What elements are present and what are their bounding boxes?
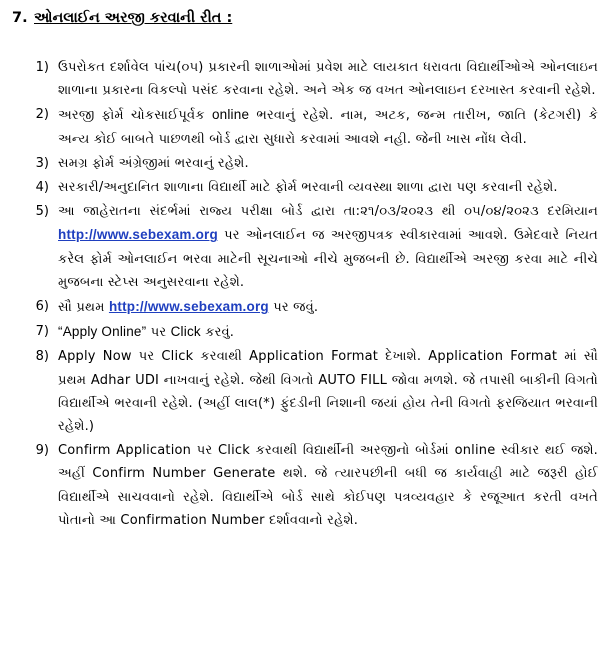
item-number: 1)	[35, 60, 49, 75]
item-text: Apply Now પર Click કરવાથી Application Format દેખાશે. Application Format માં સૌ પ્રથમ Adhar UDI નાખવાનું રહેશે. જેથી વિગતો AUTO FILL જોવા મળશે. જે તપાસી બાકીની વિગતો વિદ્યાર્થીએ ભરવાની રહેશે. (અહીં લાલ(*) ફુંદડીની નિશાની જયાં હોય તેની વિગતો ફરજિયાત ભરવાની રહેશે.)	[58, 349, 598, 435]
list-item-6	[12, 295, 598, 319]
item-number: 6)	[35, 299, 49, 315]
item-number: 7)	[35, 324, 49, 340]
list-item-1	[12, 56, 598, 102]
item-number: 9)	[35, 443, 49, 459]
item-text	[58, 295, 598, 319]
item-text-post: ભરવાનું રહેશે. નામ, અટક, જન્મ તારીખ, જાતિ (કેટગરી) કે અન્ય કોઈ બાબતે પાછળથી બોર્ડ દ્વારા સુધારો કરવામાં આવશે નહી. જેની ખાસ નોંધ લેવી.	[58, 108, 599, 147]
item-text-pre: અરજી ફોર્મ ચોકસાઈપૂર્વક	[58, 108, 205, 124]
item-number: 8)	[35, 349, 49, 365]
section-number: 7.	[12, 10, 28, 26]
item-text: ઉપરોકત દર્શાવેલ પાંચ(૦૫) પ્રકારની શાળાઓમાં પ્રવેશ માટે લાયકાત ધરાવતા વિદ્યાર્થીઓએ ઓનલાઇન શાળાના પ્રકારના વિકલ્પો પસંદ કરવાના રહેશે. અને એક જ વખત ઓનલાઇન દરખાસ્ત કરવાની રહેશે.	[58, 60, 598, 99]
item-text-post: પર જવું.	[273, 300, 319, 316]
item-text: Confirm Application પર Click કરવાથી વિદ્યાર્થીની અરજીનો બોર્ડમાં online સ્વીકાર થઈ જશે. અહીં Confirm Number Generate થશે. જે ત્યારપછીની બધી જ કાર્યવાહી માટે જરૂરી હોઈ વિદ્યાર્થીએ સાચવવાનો રહેશે. વિદ્યાર્થીએ બોર્ડ સાથે કોઈપણ પત્રવ્યવહાર કે રજૂઆત કરતી વખતે પોતાનો આ Confirmation Number દર્શાવવાનો રહેશે.	[58, 443, 598, 528]
item-text-apply-online: “Apply Online”	[58, 324, 147, 340]
item-text-mid: પર	[150, 325, 167, 341]
list-item-4	[12, 176, 598, 199]
section-heading	[12, 10, 598, 26]
instructions-list	[12, 56, 598, 532]
section-title: ઓનલાઈન અરજી કરવાની રીત :	[34, 10, 233, 26]
item-text	[58, 320, 598, 344]
item-text-online: online	[211, 107, 250, 123]
item-text-post: કરવું.	[205, 325, 235, 341]
list-item-8	[12, 345, 598, 438]
list-item-5	[12, 200, 598, 294]
item-number: 2)	[35, 107, 49, 123]
item-number: 5)	[35, 204, 49, 220]
item-text	[58, 200, 598, 294]
item-text: સમગ્ર ફોર્મ અંગ્રેજીમાં ભરવાનું રહેશે.	[58, 155, 249, 171]
item-number: 3)	[35, 155, 49, 171]
item-text	[58, 103, 598, 150]
item-text-click: Click	[170, 324, 201, 340]
item-text-post: પર ઓનલાઈન જ અરજીપત્રક સ્વીકારવામાં આવશે. ઉમેદવારે નિયત કરેલ ફોર્મ ઓનલાઈન ભરવા માટેની સૂચનાઓ નીચે મુજબની છે. વિદ્યાર્થીએ અરજી કરવા માટે નીચે મુજબના સ્ટેપ્સ અનુસરવાના રહેશે.	[58, 228, 598, 290]
item-text-pre: સૌ પ્રથમ	[58, 300, 105, 316]
sebexam-link[interactable]: http://www.sebexam.org	[108, 299, 269, 315]
list-item-2	[12, 103, 598, 150]
list-item-7	[12, 320, 598, 344]
item-text-pre: આ જાહેરાતના સંદર્ભમાં રાજ્ય પરીક્ષા બોર્ડ દ્વારા તા:૨૧/૦૩/૨૦૨૩ થી ૦૫/૦૪/૨૦૨૩ દરમિયાન	[58, 204, 598, 220]
list-item-9	[12, 439, 598, 532]
list-item-3	[12, 152, 598, 175]
item-text: સરકારી/અનુદાનિત શાળાના વિદ્યાર્થી માટે ફોર્મ ભરવાની વ્યવસ્થા શાળા દ્વારા પણ કરવાની રહેશે.	[58, 180, 558, 196]
sebexam-link[interactable]: http://www.sebexam.org	[58, 227, 218, 243]
item-number: 4)	[35, 180, 49, 196]
